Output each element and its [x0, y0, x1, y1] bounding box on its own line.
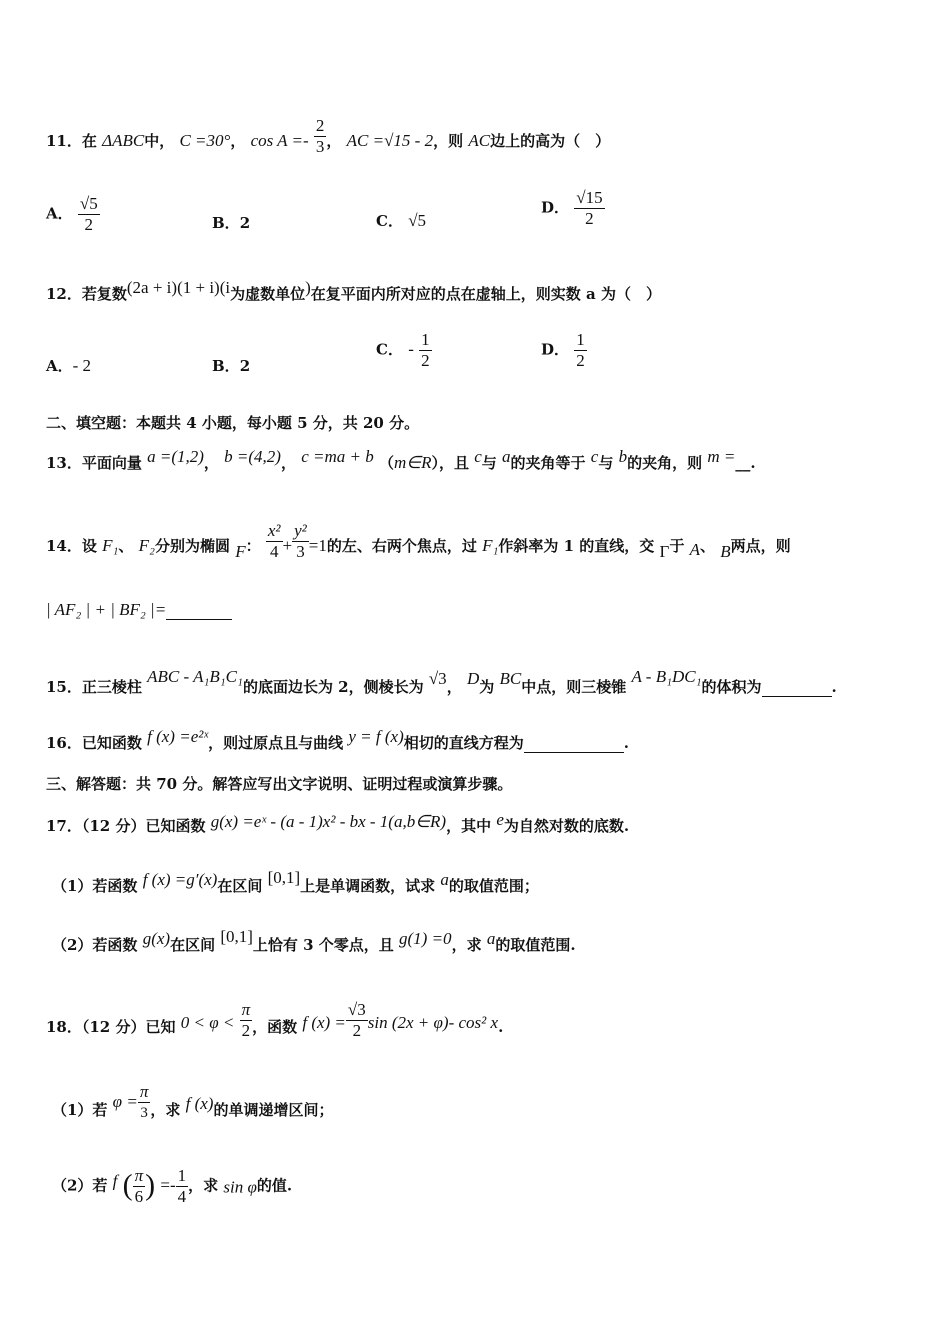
question-14: 14．设 F₁、 F₂分别为椭圆 F： $\frac{\text{x²}}{4}$ + $\frac{\text{y²}}{3}$ =1的左、右两个焦点，过 F₁作斜率为 1 的直线，交 Γ于 A、 B两点，则 — [46, 521, 791, 561]
q11-fraction: $\frac{2}{3}$ — [315, 116, 325, 156]
question-18-part-1: （1）若 φ = $\frac{\pi}{3}$ ，求 f (x)的单调递增区间； — [52, 1082, 334, 1121]
question-11: 11．在 ΔABC中， C =30°， cos A =- $\frac{2}{3}$ ， AC =√15 - 2，则 AC边上的高为（ ） — [46, 116, 611, 156]
q12-option-c[interactable]: C． - $\frac{1}{2}$ — [376, 330, 430, 370]
question-12: 12．若复数(2a + i)(1 + i)(i为虚数单位)在复平面内所对应的点在虚轴上，则实数 a 为（ ） — [46, 278, 661, 303]
question-14-line2: | AF₂ | + | BF₂ |= — [46, 597, 232, 620]
q15-answer-blank[interactable] — [762, 678, 832, 697]
q11-option-d[interactable]: D． $\frac{√15}{2}$ — [541, 188, 603, 228]
q12-option-a[interactable]: A．- 2 — [46, 356, 92, 375]
q12-option-b[interactable]: B．2 — [212, 357, 251, 375]
section-2-heading: 二、填空题：本题共 4 小题，每小题 5 分，共 20 分。 — [46, 414, 420, 432]
q16-answer-blank[interactable] — [524, 734, 624, 753]
question-13: 13．平面向量 a =(1,2)， b =(4,2)， c =ma + b （m∈R），且 c与 a的夹角等于 c与 b的夹角，则 m =__. — [46, 447, 756, 472]
question-18-part-2: （2）若 f ( $\frac{\pi}{6}$ ) =- $\frac{1}{4}$ ，求 sin φ的值. — [52, 1166, 293, 1206]
question-15: 15．正三棱柱 ABC - A₁B₁C₁的底面边长为 2，侧棱长为 √3， D为 BC中点，则三棱锥 A - B₁DC₁的体积为 . — [46, 667, 837, 696]
question-17-part-1: （1）若函数 f (x) =g′(x)在区间 [0,1]上是单调函数，试求 a的取值范围； — [52, 868, 539, 895]
q14-answer-blank[interactable] — [166, 597, 232, 620]
question-16: 16．已知函数 f (x) =e²ˣ，则过原点且与曲线 y = f (x)相切的直线方程为 . — [46, 727, 629, 752]
q12-option-d[interactable]: D． $\frac{1}{2}$ — [541, 330, 585, 370]
q11-option-b[interactable]: B．2 — [212, 214, 251, 232]
question-18: 18．（12 分）已知 0 < φ < $\frac{\pi}{2}$ ，函数 f (x) = $\frac{√3}{2}$ sin (2x + φ)- cos² x. — [46, 1000, 504, 1040]
q11-option-c[interactable]: C． √5 — [376, 211, 427, 230]
question-17: 17．（12 分）已知函数 g(x) =eˣ - (a - 1)x² - bx - 1(a,b∈R)，其中 e为自然对数的底数. — [46, 810, 630, 835]
section-3-heading: 三、解答题：共 70 分。解答应写出文字说明、证明过程或演算步骤。 — [46, 775, 513, 793]
q12-number: 12． — [46, 285, 82, 303]
question-17-part-2: （2）若函数 g(x)在区间 [0,1]上恰有 3 个零点，且 g(1) =0，求 a的取值范围. — [52, 927, 576, 954]
q11-option-a[interactable]: A． $\frac{√5}{2}$ — [46, 194, 98, 234]
q11-number: 11． — [46, 132, 82, 150]
